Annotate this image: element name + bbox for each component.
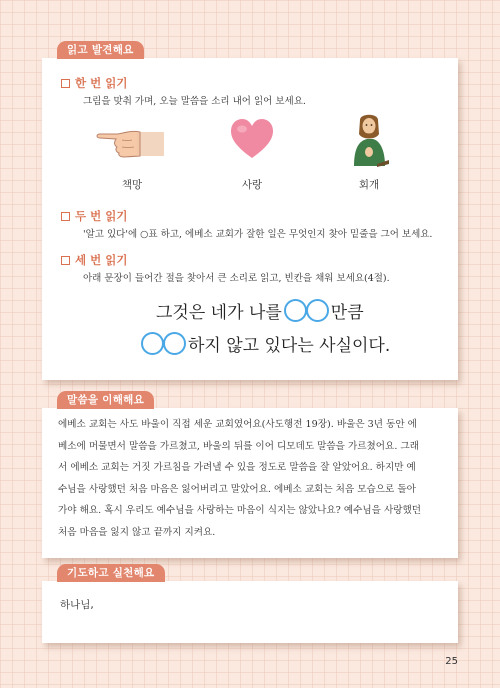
line1-after: 만큼: [330, 303, 364, 323]
checkbox-icon[interactable]: [61, 79, 70, 88]
read1-desc: 그림을 맞춰 가며, 오늘 말씀을 소리 내어 읽어 보세요.: [83, 96, 306, 107]
label-love: 사랑: [241, 179, 263, 191]
read1-title: [61, 75, 127, 91]
body-line: 수님을 사랑했던 처음 마음은 잃어버리고 말았어요. 에베소 교회는 처음 모습으로 돌아: [58, 483, 416, 495]
body-line: 가야 해요. 혹시 우리도 예수님을 사랑하는 마음이 식지는 않았나요? 예수님을 사랑했던: [58, 505, 422, 516]
read1-title-text: 한 번 읽기: [75, 76, 128, 90]
read-discover-tab: 읽고 발견해요: [57, 41, 144, 59]
blank-circle: [163, 332, 186, 355]
understand-body: [58, 414, 446, 543]
blank-2[interactable]: [141, 332, 186, 355]
body-line: 베소에 머물면서 말씀을 가르쳤고, 바울의 뒤를 이어 디모데도 말씀을 가르쳤어요. 그래: [58, 440, 419, 452]
prayer-text[interactable]: 하나님,: [60, 599, 94, 611]
line1-before: 그것은 네가 나를: [156, 303, 282, 323]
blank-circle: [141, 332, 164, 355]
blank-circle: [306, 299, 329, 322]
understand-tab: 말씀을 이해해요: [57, 391, 154, 409]
praying-man-icon: [347, 114, 391, 172]
checkbox-icon[interactable]: [61, 212, 70, 221]
body-line: 처음 마음을 잃지 않고 끝까지 지켜요.: [58, 526, 216, 538]
fill-blank-line-2: [139, 331, 390, 356]
blank-circle: [284, 299, 307, 322]
fill-blank-line-1: [156, 298, 364, 323]
line2-after: 하지 않고 있다는 사실이다.: [188, 336, 391, 356]
pray-practice-card: [42, 581, 458, 643]
page-number: 25: [445, 656, 458, 667]
checkbox-icon[interactable]: [61, 256, 70, 265]
blank-1[interactable]: [284, 299, 329, 322]
read3-desc: 아래 문장이 들어간 절을 찾아서 큰 소리로 읽고, 빈칸을 채워 보세요(4절).: [83, 273, 390, 284]
read3-title-text: 세 번 읽기: [75, 253, 128, 267]
read2-title-text: 두 번 읽기: [75, 209, 128, 223]
read3-title: [61, 252, 127, 268]
read2-desc: '알고 있다'에 ○표 하고, 에베소 교회가 잘한 일은 무엇인지 찾아 밑줄을 그어 보세요.: [83, 229, 433, 240]
pray-practice-tab: 기도하고 실천해요: [57, 564, 165, 582]
label-rebuke: 책망: [121, 179, 143, 191]
pointing-hand-icon: [94, 124, 164, 164]
read2-title: [61, 208, 127, 224]
label-repent: 회개: [358, 179, 380, 191]
heart-icon: [230, 118, 274, 164]
body-line: 에베소 교회는 사도 바울이 직접 세운 교회였어요(사도행전 19장). 바울은 3년 동안 에: [58, 419, 417, 430]
body-line: 서 에베소 교회는 거짓 가르침을 가려낼 수 있을 정도로 말씀을 잘 알았어요. 하지만 예: [58, 462, 416, 473]
